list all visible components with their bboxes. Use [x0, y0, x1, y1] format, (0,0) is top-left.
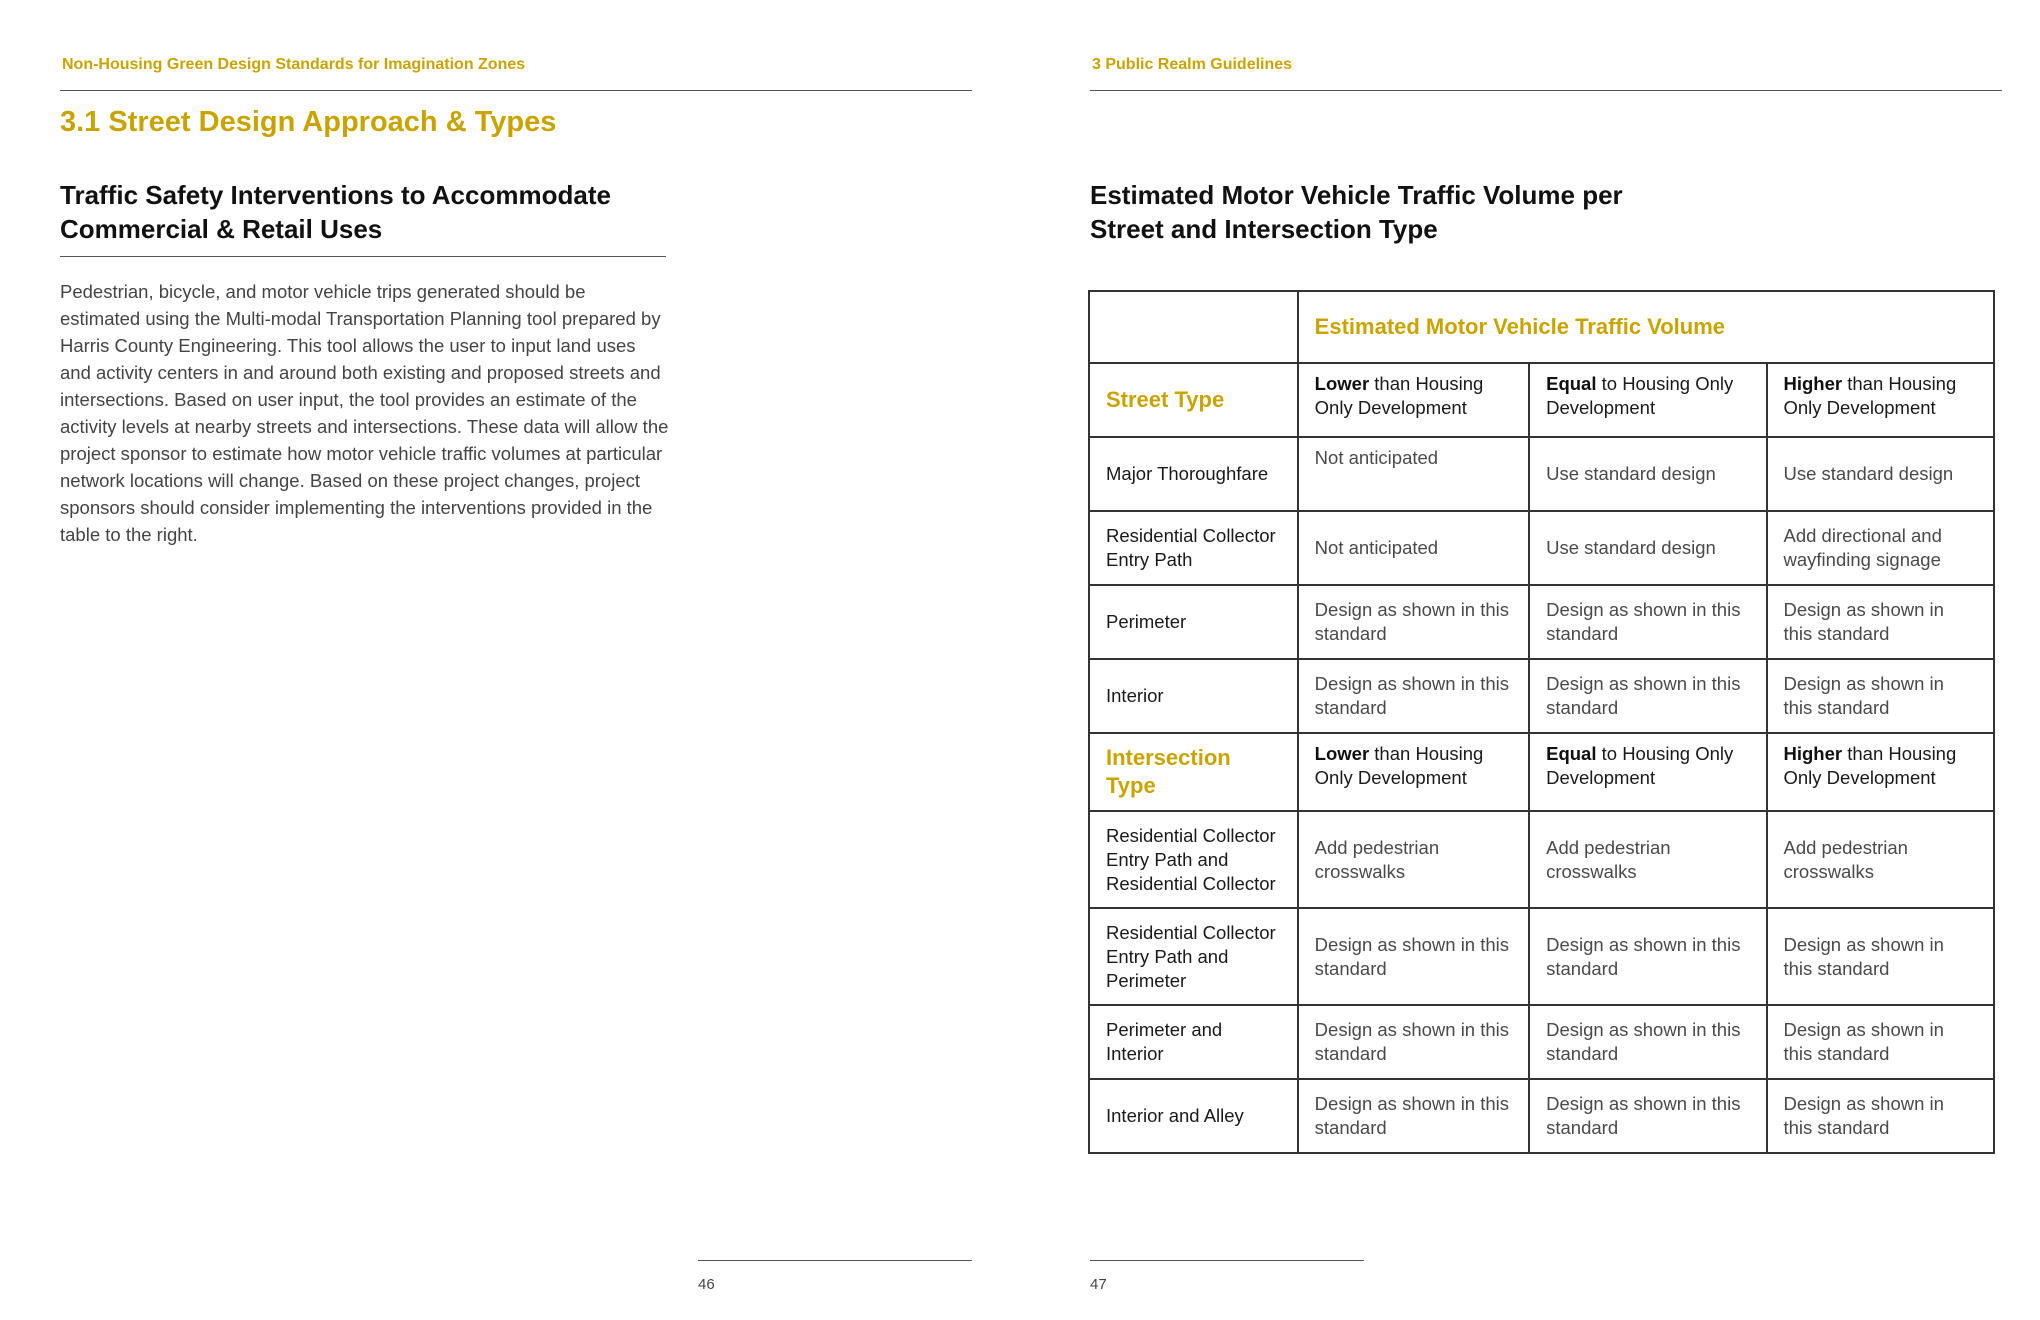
table-cell [1298, 1079, 1529, 1153]
column-header-1 [1298, 733, 1529, 811]
table-cell [1298, 908, 1529, 1005]
column-header-1 [1298, 363, 1529, 437]
table-cell [1529, 908, 1766, 1005]
table-cell [1529, 811, 1766, 908]
row-label [1089, 811, 1298, 908]
table-row [1089, 1005, 1994, 1079]
table-row [1089, 908, 1994, 1005]
table-cell [1767, 585, 1995, 659]
subhead-left [60, 178, 611, 246]
table-cell [1529, 659, 1766, 733]
column-header-text: than Housing Only Development [1314, 743, 1484, 788]
table-cell [1529, 1005, 1766, 1079]
table-cell [1767, 511, 1995, 585]
column-header-text: to Housing Only Development [1546, 373, 1734, 418]
row-label-text: Major Thoroughfare [1106, 463, 1269, 484]
column-header-emphasis: Equal [1546, 743, 1597, 764]
page-number-left: 46 [698, 1276, 715, 1293]
row-label-text: Perimeter and Interior [1106, 1019, 1223, 1064]
column-header-emphasis: Lower [1314, 743, 1370, 764]
subhead-right-line2: Street and Intersection Type [1090, 214, 1438, 244]
header-rule-right [1090, 90, 2002, 91]
table-cell-text: Add pedestrian crosswalks [1783, 836, 1908, 882]
row-label [1089, 585, 1298, 659]
running-head-left: Non-Housing Green Design Standards for Imagination Zones [62, 56, 526, 73]
row-label-text: Perimeter [1106, 611, 1187, 632]
body-paragraph: Pedestrian, bicycle, and motor vehicle trips generated should be estimated using the Multi-modal Transportation Planning tool prepared by Harris County Engineering. This tool allows the user to input land uses and activity centers in and around both existing and proposed streets and intersections. Based on user input, the tool provides an estimate of the activity levels at nearby streets and intersections. These data will allow the project sponsor to estimate how motor vehicle traffic volumes at particular network locations will change. Based on these project changes, project sponsors should consider implementing the interventions provided in the table to the right. [60, 281, 669, 545]
table-cell [1767, 1005, 1995, 1079]
subhead-right-line1: Estimated Motor Vehicle Traffic Volume per [1090, 180, 1623, 210]
column-header-3 [1767, 363, 1995, 437]
table-cell-text: Add directional and wayfinding signage [1783, 525, 1942, 570]
table-row [1089, 1079, 1994, 1153]
table-cell-text: Design as shown in this standard [1546, 1019, 1741, 1064]
table-cell [1529, 437, 1766, 511]
table-cell-text: Use standard design [1783, 463, 1954, 484]
table-cell-text: Design as shown in this standard [1546, 1093, 1741, 1138]
table-cell-text: Not anticipated [1314, 447, 1439, 468]
footer-rule-right [1090, 1260, 1364, 1261]
table-cell-text: Design as shown in this standard [1783, 673, 1944, 718]
table-cell-text: Design as shown in this standard [1546, 599, 1741, 644]
column-header-emphasis: Lower [1314, 373, 1370, 394]
row-label [1089, 1079, 1298, 1153]
table-cell [1767, 811, 1995, 908]
column-header-2 [1529, 363, 1766, 437]
table-cell [1529, 1079, 1766, 1153]
table-row [1089, 585, 1994, 659]
row-label-text: Residential Collector Entry Path and Residential Collector [1106, 824, 1276, 894]
street-type-header-row [1089, 363, 1994, 437]
table-cell [1529, 511, 1766, 585]
table-cell-text: Add pedestrian crosswalks [1314, 836, 1440, 882]
column-header-text: to Housing Only Development [1546, 743, 1734, 788]
table-cell-text: Design as shown in this standard [1783, 599, 1944, 644]
table-cell-text: Add pedestrian crosswalks [1546, 836, 1671, 882]
table-cell [1298, 1005, 1529, 1079]
page-number-right: 47 [1090, 1276, 1107, 1293]
intersection-type-header-row [1089, 733, 1994, 811]
right-page [1020, 0, 2040, 1320]
table-row [1089, 811, 1994, 908]
subhead-rule [60, 256, 666, 257]
row-label-text: Residential Collector Entry Path and Perimeter [1106, 921, 1276, 991]
subhead-left-line2: Commercial & Retail Uses [60, 214, 383, 244]
table-cell-text: Design as shown in this standard [1783, 1019, 1944, 1064]
row-label [1089, 437, 1298, 511]
table-cell [1767, 908, 1995, 1005]
column-header-text: than Housing Only Development [1783, 373, 1957, 418]
subhead-right [1090, 178, 1623, 246]
table-cell [1767, 659, 1995, 733]
column-header-emphasis: Higher [1783, 373, 1843, 394]
table-cell-text: Design as shown in this standard [1546, 933, 1741, 979]
column-header-emphasis: Higher [1783, 743, 1843, 764]
table-cell-text: Design as shown in this standard [1546, 673, 1741, 718]
intersection-type-label-line2: Type [1106, 773, 1156, 798]
table-cell [1529, 585, 1766, 659]
traffic-volume-table [1088, 290, 1995, 1154]
table-cell-text: Design as shown in this standard [1314, 599, 1510, 644]
footer-rule-left [698, 1260, 972, 1261]
column-header-2 [1529, 733, 1766, 811]
table-cell-text: Use standard design [1546, 463, 1716, 484]
row-label-text: Residential Collector Entry Path [1106, 525, 1276, 570]
table-cell-text: Use standard design [1546, 537, 1716, 558]
section-title: 3.1 Street Design Approach & Types [60, 106, 557, 138]
row-label [1089, 511, 1298, 585]
table-cell-text: Design as shown in this standard [1314, 1093, 1510, 1138]
table-row [1089, 659, 1994, 733]
empty-corner-cell [1089, 291, 1298, 363]
table-cell [1298, 511, 1529, 585]
table-cell-text: Not anticipated [1314, 537, 1439, 558]
table-cell-text: Design as shown in this standard [1783, 933, 1944, 979]
row-label-text: Interior [1106, 685, 1164, 706]
group-header-text: Estimated Motor Vehicle Traffic Volume [1314, 314, 1726, 339]
row-label-text: Interior and Alley [1106, 1105, 1244, 1126]
table-row [1089, 437, 1994, 511]
table-cell-text: Design as shown in this standard [1314, 933, 1510, 979]
table-cell [1298, 585, 1529, 659]
table-cell [1298, 437, 1529, 511]
table-cell-text: Design as shown in this standard [1314, 1019, 1510, 1064]
column-header-text: than Housing Only Development [1314, 373, 1484, 418]
table-row [1089, 511, 1994, 585]
group-header-cell [1298, 291, 1994, 363]
table-cell [1298, 659, 1529, 733]
table-cell [1767, 1079, 1995, 1153]
row-label [1089, 659, 1298, 733]
running-head-right: 3 Public Realm Guidelines [1092, 56, 1293, 73]
intersection-type-label [1089, 733, 1298, 811]
column-header-3 [1767, 733, 1995, 811]
table-cell [1298, 811, 1529, 908]
table-cell-text: Design as shown in this standard [1314, 673, 1510, 718]
table-cell [1767, 437, 1995, 511]
column-header-text: than Housing Only Development [1783, 743, 1957, 788]
street-type-label [1089, 363, 1298, 437]
table-group-header-row [1089, 291, 1994, 363]
intersection-type-label-line1: Intersection [1106, 745, 1231, 770]
header-rule-left [60, 90, 972, 91]
row-label [1089, 908, 1298, 1005]
column-header-emphasis: Equal [1546, 373, 1597, 394]
table-cell-text: Design as shown in this standard [1783, 1093, 1944, 1138]
row-label [1089, 1005, 1298, 1079]
subhead-left-line1: Traffic Safety Interventions to Accommodate [60, 180, 611, 210]
street-type-label-text: Street Type [1106, 387, 1225, 412]
